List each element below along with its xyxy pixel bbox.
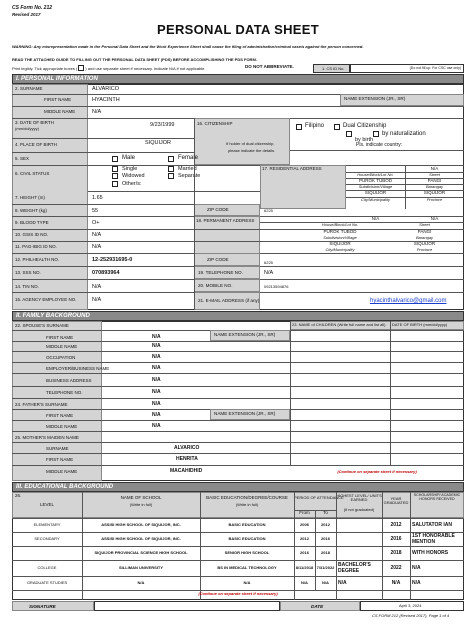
email-field[interactable]: hyacinthalvarico@gmail.com bbox=[370, 298, 447, 304]
permanent-label: 18. PERMANENT ADDRESS bbox=[196, 218, 255, 223]
father-ext-label: NAME EXTENSION (JR., SR) bbox=[214, 411, 276, 416]
business-address-label: BUSINESS ADDRESS bbox=[46, 378, 92, 383]
edu-year-cell[interactable]: 2016 bbox=[390, 535, 402, 542]
edu-to-cell[interactable]: N/A bbox=[322, 580, 329, 586]
perm-province-value[interactable]: SIQUIJOR bbox=[413, 241, 436, 246]
res-city-value[interactable]: SIQUIJOR bbox=[364, 190, 387, 195]
date-value: April 3, 2024 bbox=[399, 603, 422, 608]
spouse-ext-label: NAME EXTENSION (JR., SR) bbox=[214, 332, 276, 337]
res-subdivision-value[interactable]: PUROK TUBOD bbox=[359, 178, 392, 183]
married-label: Married bbox=[178, 166, 197, 172]
edu-to-cell[interactable]: 2016 bbox=[321, 536, 330, 542]
table-row bbox=[12, 546, 464, 547]
table-row bbox=[12, 532, 464, 533]
mobile-field[interactable]: 09213594876 bbox=[264, 284, 289, 289]
middle-name-label: MIDDLE NAME bbox=[44, 109, 76, 114]
male-checkbox[interactable] bbox=[112, 156, 118, 162]
edu-highest-cell[interactable] bbox=[336, 520, 382, 531]
edu-to-cell[interactable]: 2018 bbox=[321, 550, 330, 556]
edu-num-label: 26. bbox=[15, 493, 22, 498]
perm-street-caption: Street bbox=[419, 222, 430, 227]
name-ext-box bbox=[340, 94, 464, 106]
gsis-field[interactable]: N/A bbox=[92, 232, 102, 238]
blood-type-field[interactable]: O+ bbox=[92, 220, 100, 226]
surname-field[interactable]: ALVARICO bbox=[92, 86, 119, 92]
res-village-value[interactable]: PANGI bbox=[427, 178, 442, 183]
edu-honors-cell[interactable]: SALUTATOR IAN bbox=[412, 521, 452, 528]
philhealth-field[interactable]: 12-252931695-0 bbox=[92, 257, 133, 263]
res-zip-label: ZIP CODE bbox=[207, 207, 229, 212]
table-row bbox=[12, 560, 464, 561]
res-street-caption: Street bbox=[429, 172, 440, 177]
telephone-field[interactable]: N/A bbox=[152, 389, 161, 395]
date-label-box bbox=[280, 601, 360, 611]
occupation-field[interactable]: N/A bbox=[152, 354, 161, 360]
philhealth-label: 12. PHILHEALTH NO. bbox=[15, 257, 60, 262]
perm-zip-label-box bbox=[194, 253, 260, 266]
edu-honors-cell[interactable]: N/A bbox=[412, 579, 421, 586]
telephone-label: TELEPHONE NO. bbox=[46, 390, 83, 395]
email-label: 21. E-MAIL ADDRESS (if any) bbox=[198, 298, 260, 303]
weight-label: 8. WEIGHT (kg) bbox=[15, 208, 47, 213]
mother-surname-field[interactable]: ALVARICO bbox=[174, 445, 200, 451]
occupation-label: OCCUPATION bbox=[46, 355, 76, 360]
mother-first-label: FIRST NAME bbox=[46, 457, 74, 462]
female-checkbox[interactable] bbox=[168, 156, 174, 162]
perm-barangay-value[interactable]: PANGI bbox=[417, 229, 432, 234]
res-subdivision-caption: Subdivision/Village bbox=[358, 184, 393, 189]
edu-honors-cell[interactable]: 1ST HONORABLE MENTION bbox=[412, 533, 455, 545]
height-label: 7. HEIGHT (m) bbox=[15, 195, 45, 200]
spouse-middle-field[interactable]: N/A bbox=[152, 343, 161, 349]
edu-highest-sub: (if not graduated) bbox=[343, 507, 375, 512]
children-dob-label: DATE OF BIRTH (mm/dd/yyyy) bbox=[392, 322, 448, 327]
blood-type-label: 9. BLOOD TYPE bbox=[15, 220, 49, 225]
citizenship-label: 16. CITIZENSHIP bbox=[197, 121, 233, 126]
edu-from-cell[interactable]: 2016 bbox=[300, 550, 309, 556]
father-surname-field[interactable]: N/A bbox=[152, 401, 161, 407]
print-legibly-label-2: ) and use separate sheet if necessary. Indicate N/A if not applicable. bbox=[85, 66, 206, 71]
dual-citizenship-label: Dual Citizenship bbox=[343, 123, 387, 129]
edu-highest-header: HIGHEST LEVEL/ UNITS EARNED bbox=[336, 493, 382, 503]
first-name-field[interactable]: HYACINTH bbox=[92, 97, 120, 103]
tin-label: 14. TIN NO. bbox=[15, 284, 39, 289]
spouse-first-field[interactable]: N/A bbox=[152, 334, 161, 340]
table-row bbox=[12, 518, 464, 519]
employer-field[interactable]: N/A bbox=[152, 365, 161, 371]
tick-box-icon bbox=[78, 65, 84, 71]
edu-level-cell[interactable] bbox=[12, 548, 82, 559]
perm-zip-field[interactable]: 6225 bbox=[264, 260, 273, 265]
mother-first-field[interactable]: HENRITA bbox=[176, 456, 198, 462]
male-label: Male bbox=[122, 155, 136, 161]
perm-house-value[interactable]: N/A bbox=[371, 216, 380, 221]
cs-id-label: 1. CS ID No. bbox=[322, 66, 345, 71]
res-house-caption: House/Block/Lot No. bbox=[357, 172, 394, 177]
res-zip-field[interactable]: 6225 bbox=[264, 208, 273, 213]
dob-format: (mm/dd/yyyy) bbox=[15, 126, 39, 131]
father-first-label: FIRST NAME bbox=[46, 413, 74, 418]
mobile-label-box bbox=[194, 279, 260, 292]
gsis-label: 10. GSIS ID NO. bbox=[15, 232, 49, 237]
perm-subdivision-caption: Subdivision/Village bbox=[323, 235, 357, 240]
perm-street-value[interactable]: N/A bbox=[430, 216, 439, 221]
filipino-checkbox[interactable] bbox=[296, 124, 302, 130]
family-continue-note: (Continue on separate sheet if necessary) bbox=[337, 469, 417, 474]
section-education-title: III. EDUCATIONAL BACKGROUND bbox=[16, 484, 114, 490]
mother-maiden-label: 25. MOTHER'S MAIDEN NAME bbox=[15, 435, 79, 440]
edu-course-cell[interactable]: BS IN MEDICAL TECHNOLOGY bbox=[217, 565, 277, 571]
mother-middle-field[interactable]: MACAHIDHID bbox=[170, 468, 203, 474]
citizenship-note-1: If holder of dual citizenship, bbox=[226, 141, 275, 146]
res-barangay-caption: Barangay bbox=[425, 184, 444, 189]
filipino-label: Filipino bbox=[305, 123, 325, 129]
tel-field[interactable]: N/A bbox=[264, 270, 274, 276]
cs-id-label-box bbox=[313, 64, 350, 73]
business-address-field[interactable]: N/A bbox=[152, 377, 161, 383]
pob-label: 4. PLACE OF BIRTH bbox=[15, 142, 57, 147]
weight-field[interactable]: 55 bbox=[92, 208, 99, 214]
agency-field[interactable]: N/A bbox=[92, 297, 102, 303]
edu-from-header: From bbox=[299, 510, 310, 515]
edu-year-cell[interactable]: 2022 bbox=[390, 564, 402, 571]
res-zip-label-box bbox=[194, 204, 260, 216]
edu-to-header: To bbox=[323, 510, 328, 515]
surname-label: 2. SURNAME bbox=[15, 86, 43, 91]
mother-surname-label: SURNAME bbox=[46, 446, 69, 451]
pagibig-field[interactable]: N/A bbox=[92, 244, 102, 250]
edu-course-sub: (Write in full) bbox=[235, 502, 259, 507]
page-title: PERSONAL DATA SHEET bbox=[157, 22, 319, 37]
print-legibly-text bbox=[12, 65, 206, 71]
agency-label: 15. AGENCY EMPLOYEE NO. bbox=[15, 297, 77, 302]
table-row bbox=[12, 576, 464, 577]
perm-city-value[interactable]: SIQUIJOR bbox=[329, 241, 351, 246]
cs-id-field bbox=[350, 64, 464, 73]
revised-label: Revised 2017 bbox=[12, 12, 41, 17]
edu-from-cell[interactable]: 2006 bbox=[300, 522, 309, 528]
signature-field[interactable] bbox=[94, 601, 280, 611]
perm-subdivision-value[interactable]: PUROK TUBOD bbox=[323, 229, 357, 234]
perm-zip-label: ZIP CODE bbox=[207, 257, 229, 262]
by-birth-label: by birth bbox=[355, 137, 374, 143]
perm-city-caption: City/Municipality bbox=[325, 247, 355, 252]
separated-checkbox[interactable] bbox=[168, 173, 174, 179]
edu-highest-cell[interactable]: BACHELOR'S DEGREE bbox=[338, 562, 371, 574]
section-family-header bbox=[12, 311, 464, 321]
edu-course-header: BASIC EDUCATION/DEGREE/COURSE bbox=[206, 495, 288, 500]
others-checkbox[interactable] bbox=[112, 181, 118, 187]
perm-house-caption: House/Block/Lot No. bbox=[321, 222, 359, 227]
tel-label-box bbox=[194, 266, 260, 279]
res-province-caption: Province bbox=[426, 197, 443, 202]
edu-school-cell[interactable]: ASSISI HIGH SCHOOL OF SIQUIJOR, INC. bbox=[101, 522, 181, 528]
edu-to-cell[interactable]: 7/31/2022 bbox=[316, 565, 335, 571]
dual-citizenship-checkbox[interactable] bbox=[334, 124, 340, 130]
form-number: CS Form No. 212 bbox=[12, 5, 53, 11]
edu-school-cell[interactable]: SILLIMAN UNIVERSITY bbox=[118, 565, 163, 571]
father-middle-field[interactable]: N/A bbox=[152, 423, 161, 429]
edu-year-cell[interactable]: N/A bbox=[391, 579, 401, 586]
date-label: DATE bbox=[311, 604, 324, 609]
separated-label: Separate bbox=[178, 173, 201, 179]
mobile-label: 20. MOBILE NO. bbox=[198, 283, 233, 288]
edu-course-cell[interactable]: BASIC EDUCATION bbox=[228, 522, 266, 528]
single-checkbox[interactable] bbox=[112, 166, 118, 172]
dob-field[interactable]: 9/23/1999 bbox=[150, 122, 175, 128]
sss-field[interactable]: 070893964 bbox=[92, 270, 120, 276]
do-not-abbreviate: DO NOT ABBREVIATE. bbox=[245, 64, 294, 69]
edu-from-cell[interactable]: 8/11/2018 bbox=[295, 565, 314, 571]
mother-middle-label: MIDDLE NAME bbox=[46, 469, 78, 474]
female-label: Female bbox=[178, 155, 199, 161]
edu-to-cell[interactable]: 2012 bbox=[321, 522, 330, 528]
edu-period-header: PERIOD OF ATTENDANCE bbox=[294, 495, 344, 500]
spouse-first-label: FIRST NAME bbox=[46, 335, 74, 340]
by-naturalization-checkbox[interactable] bbox=[373, 131, 379, 137]
edu-level-header: LEVEL bbox=[39, 502, 54, 507]
page-note: CS FORM 212 (Revised 2017), Page 1 of 4 bbox=[372, 613, 450, 618]
edu-school-cell[interactable]: N/A bbox=[137, 580, 145, 586]
edu-course-cell[interactable]: SENIOR HIGH SCHOOL bbox=[224, 550, 270, 556]
civil-status-label: 6. CIVIL STATUS bbox=[15, 171, 50, 176]
section-education-header bbox=[12, 482, 464, 492]
sss-label: 13. SSS NO. bbox=[15, 270, 41, 275]
pagibig-label: 11. PAG-IBIG ID NO. bbox=[15, 244, 57, 249]
edu-level-cell[interactable]: GRADUATE STUDIES bbox=[26, 580, 68, 586]
edu-from-cell[interactable]: N/A bbox=[301, 580, 308, 586]
signature-label: SIGNATURE bbox=[29, 604, 56, 609]
pls-indicate-label: Pls. indicate country: bbox=[356, 142, 403, 148]
single-label: Single bbox=[122, 166, 138, 172]
spouse-middle-label: MIDDLE NAME bbox=[46, 344, 78, 349]
edu-school-cell[interactable]: SIQUIJOR PROVINCIAL SCIENCE HIGH SCHOOL bbox=[94, 550, 188, 556]
perm-barangay-caption: Barangay bbox=[415, 235, 434, 240]
edu-year-header: YEAR GRADUATED bbox=[383, 496, 409, 506]
res-city-caption: City/Municipality bbox=[361, 197, 390, 202]
section-personal-title: I. PERSONAL INFORMATION bbox=[16, 76, 98, 82]
date-field[interactable] bbox=[360, 601, 464, 611]
residential-label: 17. RESIDENTIAL ADDRESS bbox=[262, 166, 322, 171]
father-surname-label: 24. FATHER'S SURNAME bbox=[15, 402, 68, 407]
tin-field[interactable]: N/A bbox=[92, 284, 102, 290]
perm-province-caption: Province bbox=[416, 247, 433, 252]
middle-name-field[interactable]: N/A bbox=[92, 109, 102, 115]
father-ext-box bbox=[210, 409, 290, 420]
spouse-surname-label: 22. SPOUSE'S SURNAME bbox=[15, 323, 69, 328]
edu-course-cell[interactable]: BASIC EDUCATION bbox=[228, 536, 266, 542]
read-guide-text: READ THE ATTACHED GUIDE TO FILLING OUT THE PERSONAL DATA SHEET (PDS) BEFORE ACCOMPLISHING THE PDS FORM. bbox=[12, 57, 257, 62]
height-field[interactable]: 1.65 bbox=[92, 195, 103, 201]
tel-label: 19. TELEPHONE NO. bbox=[198, 270, 243, 275]
pob-field[interactable]: SIQUIJOR bbox=[145, 140, 171, 146]
married-checkbox[interactable] bbox=[168, 166, 174, 172]
edu-honors-header: SCHOLARSHIP/ ACADEMIC HONORS RECEIVED bbox=[413, 493, 461, 501]
edu-level-cell[interactable]: COLLEGE bbox=[37, 565, 57, 571]
spouse-ext-box bbox=[210, 330, 290, 341]
edu-school-header: NAME OF SCHOOL bbox=[120, 495, 162, 500]
widowed-label: Widowed bbox=[122, 173, 145, 179]
children-label: 23. NAME of CHILDREN (Write full name and list all) bbox=[292, 322, 386, 327]
widowed-checkbox[interactable] bbox=[112, 173, 118, 179]
edu-course-cell[interactable]: N/A bbox=[243, 580, 251, 586]
edu-highest-cell[interactable] bbox=[336, 534, 382, 545]
father-first-field[interactable]: N/A bbox=[152, 412, 161, 418]
res-street-value[interactable]: N/A bbox=[430, 166, 439, 171]
edu-year-cell[interactable]: 2018 bbox=[390, 549, 402, 556]
by-naturalization-label: by naturalization bbox=[382, 131, 426, 137]
edu-year-cell[interactable]: 2012 bbox=[390, 521, 402, 528]
others-label: Other/s: bbox=[122, 181, 142, 187]
dob-label: 3. DATE OF BIRTH bbox=[15, 120, 54, 125]
edu-honors-cell[interactable]: N/A bbox=[412, 564, 421, 571]
cs-id-note: (Do not fill up. For CSC use only) bbox=[409, 66, 461, 70]
father-middle-label: MIDDLE NAME bbox=[46, 424, 78, 429]
citizenship-note-2: please indicate the details. bbox=[228, 148, 276, 153]
edu-highest-cell[interactable] bbox=[336, 548, 382, 559]
edu-level-cell[interactable]: ELEMENTARY bbox=[33, 522, 61, 528]
edu-honors-cell[interactable]: WITH HONORS bbox=[412, 549, 449, 556]
section-personal-header bbox=[12, 74, 464, 84]
edu-school-sub: (Write in full) bbox=[129, 502, 153, 507]
by-birth-checkbox[interactable] bbox=[346, 131, 352, 137]
name-ext-label: NAME EXTENSION (JR., SR) bbox=[344, 96, 406, 101]
employer-label: EMPLOYER/BUSINESS NAME bbox=[46, 366, 110, 371]
print-legibly-label: Print legibly. Tick appropriate boxes ( bbox=[12, 66, 78, 71]
edu-level-cell[interactable]: SECONDARY bbox=[34, 536, 60, 542]
warning-text: WARNING: Any misrepresentation made in the Personal Data Sheet and the Work Experience Sheet shall cause the filing of administrative/criminal case/s against the person concerned. bbox=[12, 44, 364, 49]
section-family-title: II. FAMILY BACKGROUND bbox=[16, 313, 90, 319]
edu-highest-cell[interactable]: N/A bbox=[338, 579, 347, 586]
sex-label: 5. SEX bbox=[15, 156, 30, 161]
res-province-value[interactable]: SIQUIJOR bbox=[423, 190, 446, 195]
email-label-box bbox=[194, 292, 260, 310]
edu-school-cell[interactable]: ASSISI HIGH SCHOOL OF SIQUIJOR, INC. bbox=[101, 536, 181, 542]
first-name-label: FIRST NAME bbox=[44, 97, 72, 102]
edu-from-cell[interactable]: 2012 bbox=[300, 536, 309, 542]
signature-label-box bbox=[12, 601, 94, 611]
education-continue-note: (Continue on separate sheet if necessary) bbox=[198, 591, 278, 596]
